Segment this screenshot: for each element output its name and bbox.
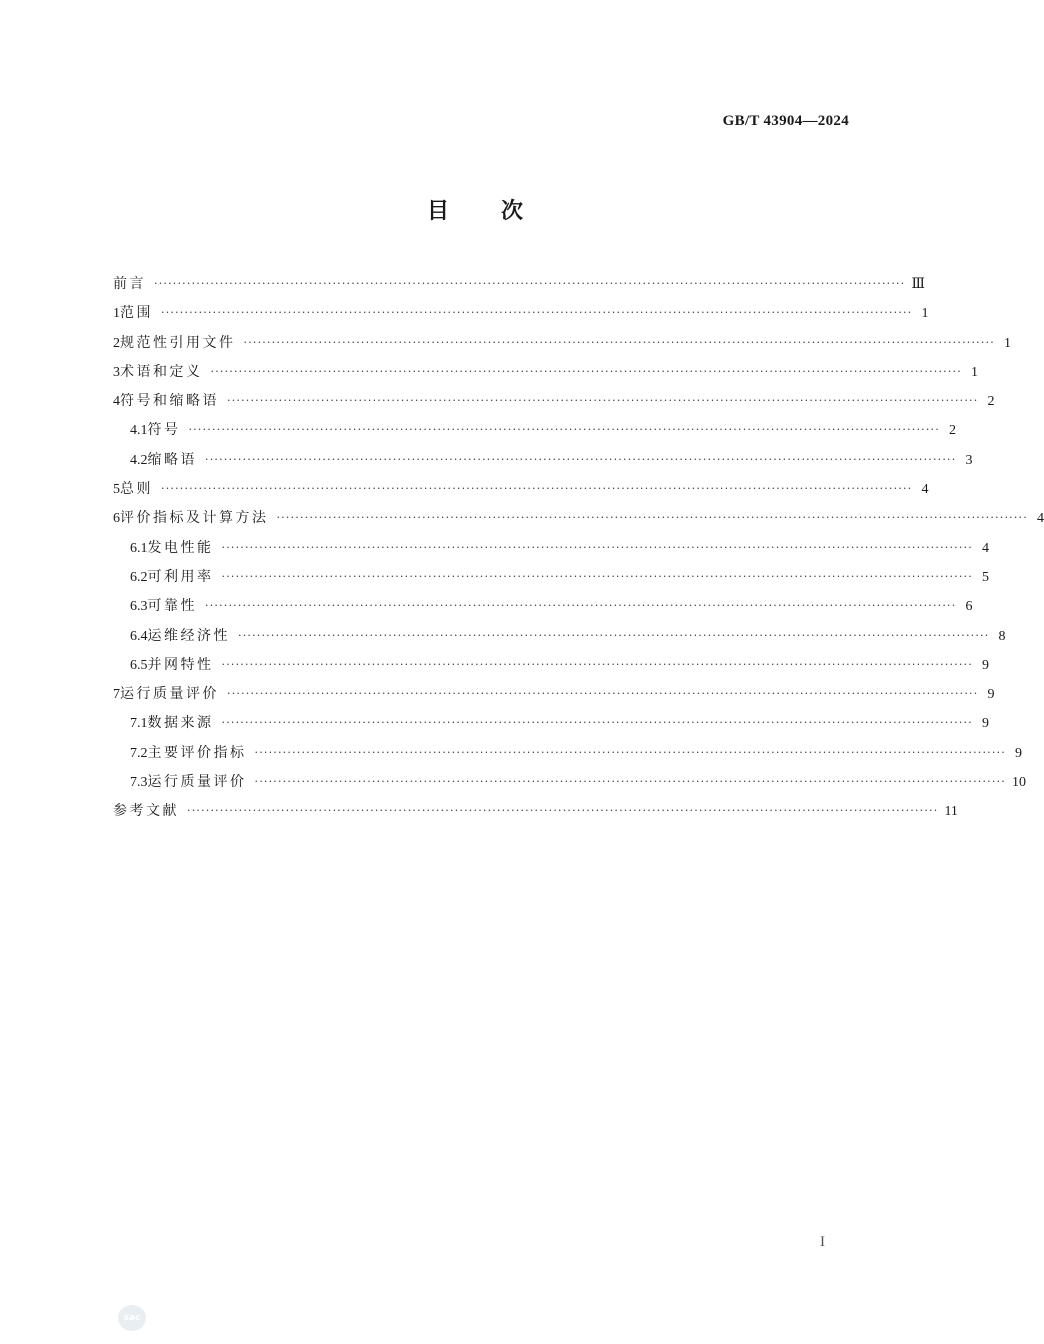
toc-leader-dots: ································································································································································ [227,394,979,408]
standard-code: GB/T 43904—2024 [722,113,849,129]
toc-entry[interactable] [113,358,978,387]
toc-entry-page: 9 [1014,745,1022,761]
toc-entry-page: 1 [1003,335,1011,351]
toc-entry-label: 前言 [113,276,146,292]
toc-entry-label: 可靠性 [147,598,197,615]
toc-entry-number: 7.3 [130,775,148,791]
toc-leader-dots: ································································································································································ [254,745,1006,759]
toc-entry-number: 6.3 [130,599,148,615]
toc-entry-page: 10 [1011,775,1026,791]
toc-entry-label: 数据来源 [147,715,214,732]
toc-entry-number: 5 [113,482,120,498]
toc-leader-dots: ································································································································································ [221,569,973,583]
toc-leader-dots: ································································································································································ [210,364,962,378]
toc-entry[interactable] [113,680,995,709]
toc-entry-page: 1 [921,306,929,322]
toc-entry-label: 范围 [120,305,153,322]
toc-entry-number: 4 [113,394,120,410]
toc-entry-page: 8 [998,628,1006,644]
toc-leader-dots: ································································································································································ [227,687,979,701]
toc-entry-page: 3 [965,452,973,468]
table-of-contents [113,270,1044,827]
toc-entry[interactable] [113,270,925,299]
toc-leader-dots: ································································································································································ [221,657,973,671]
toc-entry-number: 6.2 [130,569,148,585]
toc-entry-page: 4 [1036,511,1044,527]
toc-entry[interactable] [113,622,1006,651]
toc-entry-number: 4.1 [130,423,148,439]
toc-entry-page: 11 [944,804,958,820]
toc-leader-dots: ································································································································································ [205,599,957,613]
toc-entry[interactable] [113,563,989,592]
toc-entry-number: 2 [113,335,120,351]
toc-entry[interactable] [113,797,958,826]
toc-entry-label: 符号 [147,422,181,439]
toc-entry-label: 参考文献 [113,803,179,820]
toc-leader-dots: ································································································································································ [188,423,940,437]
toc-entry-label: 发电性能 [147,539,214,556]
toc-entry-label: 运维经济性 [147,627,230,644]
toc-entry-page: 9 [987,687,995,703]
toc-entry-label: 主要评价指标 [147,744,247,761]
toc-entry[interactable] [113,534,989,563]
toc-entry-label: 可利用率 [147,568,214,585]
toc-entry[interactable] [113,768,1026,797]
toc-entry-label: 运行质量评价 [147,774,247,791]
toc-entry-page: 9 [981,716,989,732]
toc-leader-dots: ································································································································································ [161,482,913,496]
toc-entry-number: 6.1 [130,540,148,556]
toc-leader-dots: ································································································································································ [161,306,913,320]
toc-entry-label: 运行质量评价 [120,686,219,703]
toc-entry-label: 符号和缩略语 [120,393,219,410]
toc-title: 目次 [426,199,575,224]
toc-entry-label: 总则 [120,481,153,498]
toc-entry-label: 规范性引用文件 [120,334,236,351]
toc-entry[interactable] [113,299,929,328]
toc-entry-number: 7 [113,687,120,703]
toc-entry[interactable] [113,416,956,445]
toc-entry-label: 缩略语 [147,451,197,468]
toc-entry[interactable] [113,446,973,475]
toc-entry-label: 评价指标及计算方法 [120,510,269,527]
toc-entry-number: 3 [113,364,120,380]
toc-entry-page: 2 [987,394,995,410]
toc-entry-number: 6.4 [130,628,148,644]
toc-entry-page: 4 [921,482,929,498]
toc-leader-dots: ································································································································································ [187,804,939,818]
toc-entry-page: 4 [981,540,989,556]
toc-entry-label: 术语和定义 [120,363,203,380]
toc-entry-number: 7.2 [130,745,148,761]
toc-entry[interactable] [113,592,973,621]
toc-entry[interactable] [113,387,995,416]
toc-entry-page: Ⅲ [911,277,925,292]
toc-entry-number: 4.2 [130,452,148,468]
toc-entry-label: 并网特性 [147,656,214,673]
toc-entry-page: 2 [948,423,956,439]
sac-logo-icon: sac [118,1305,146,1331]
toc-entry-page: 9 [981,657,989,673]
page-number: I [820,1234,825,1250]
toc-entry-number: 6.5 [130,657,148,673]
toc-entry-page: 1 [970,364,978,380]
toc-leader-dots: ································································································································································ [276,511,1028,525]
toc-leader-dots: ································································································································································ [254,775,1006,789]
toc-leader-dots: ································································································································································ [221,540,973,554]
toc-entry[interactable] [113,709,989,738]
toc-entry-page: 5 [981,569,989,585]
toc-leader-dots: ································································································································································ [205,452,957,466]
toc-entry[interactable] [113,475,929,504]
toc-leader-dots: ································································································································································ [154,277,906,290]
toc-entry[interactable] [113,504,1044,533]
toc-leader-dots: ································································································································································ [221,716,973,730]
toc-leader-dots: ································································································································································ [243,335,995,349]
toc-entry[interactable] [113,329,1011,358]
toc-leader-dots: ································································································································································ [238,628,990,642]
toc-entry[interactable] [113,651,989,680]
toc-entry-number: 1 [113,306,120,322]
toc-entry[interactable] [113,739,1022,768]
toc-entry-number: 6 [113,511,120,527]
toc-entry-page: 6 [965,599,973,615]
toc-entry-number: 7.1 [130,716,148,732]
